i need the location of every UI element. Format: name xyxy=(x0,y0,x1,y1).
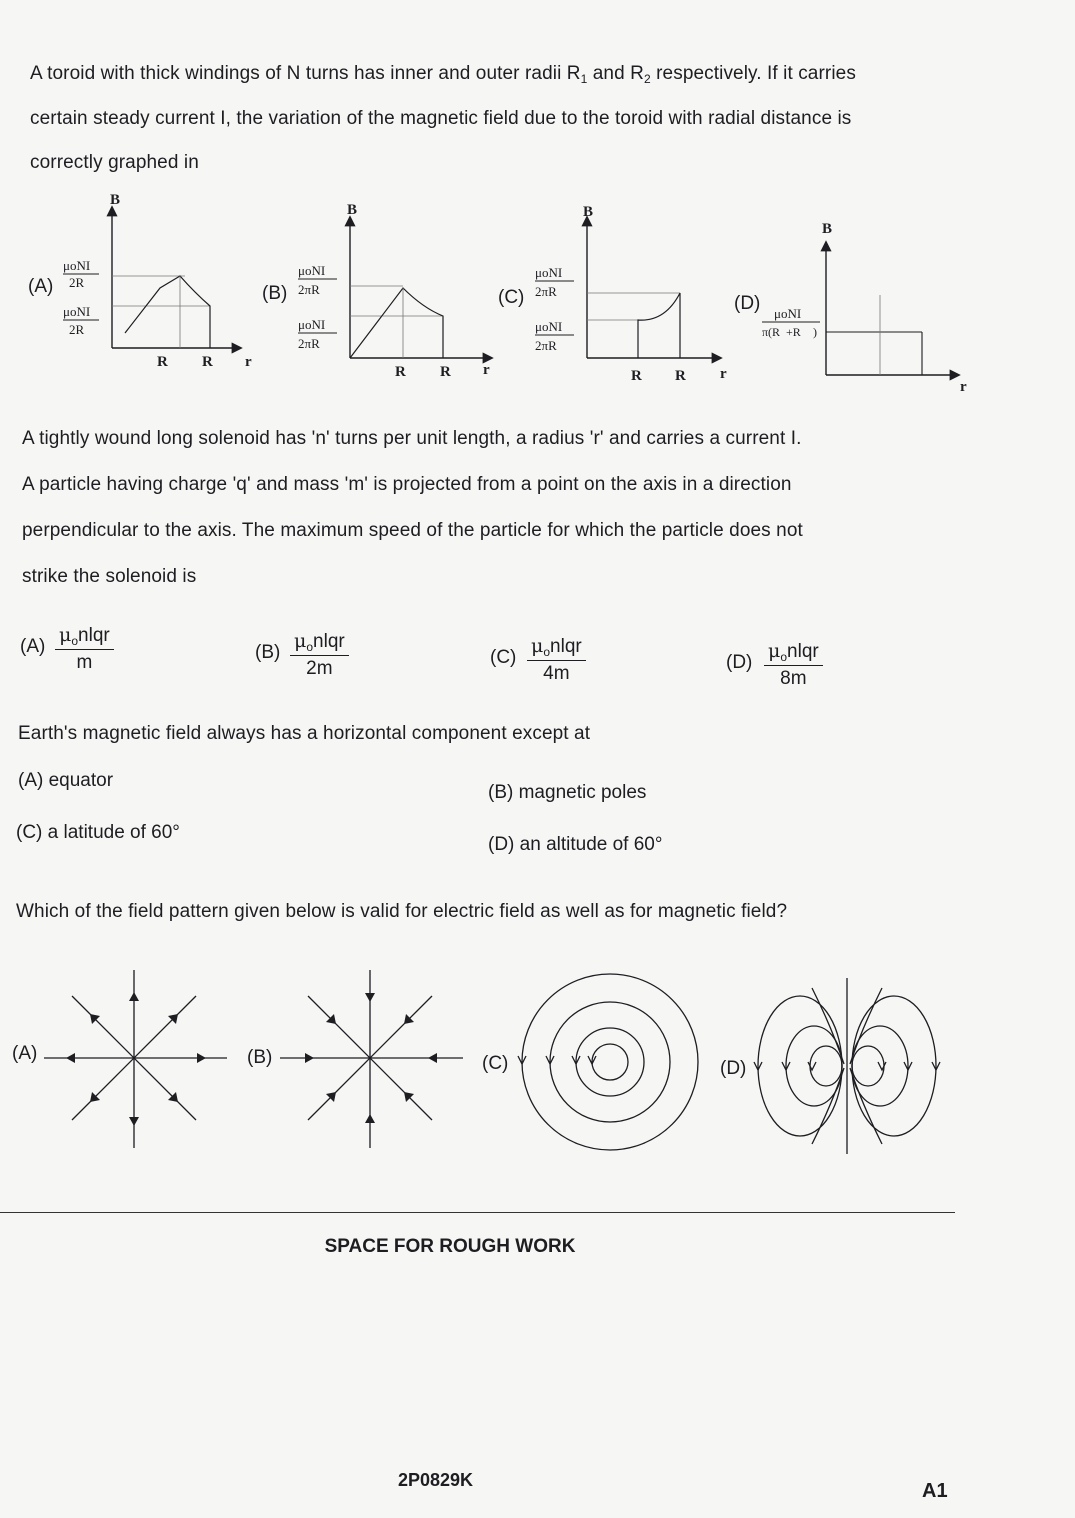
svg-text:2πR: 2πR xyxy=(535,284,557,299)
q2-option-d-label: (D) xyxy=(726,652,753,673)
svg-text:R: R xyxy=(675,368,686,384)
graph-a-r2-label: R xyxy=(202,354,213,370)
q3-option-a: (A) equator xyxy=(18,770,114,791)
q3-option-d: (D) an altitude of 60° xyxy=(488,834,663,855)
q3-option-c: (C) a latitude of 60° xyxy=(16,822,180,843)
q2-option-b-label: (B) xyxy=(255,642,281,663)
svg-text:r: r xyxy=(960,379,967,395)
svg-text:r: r xyxy=(720,366,727,382)
rough-work-heading: SPACE FOR ROUGH WORK xyxy=(324,1236,576,1257)
question-2-line-3: perpendicular to the axis. The maximum speed of the particle for which the particle does not xyxy=(22,520,803,541)
q4-option-a-label: (A) xyxy=(12,1043,38,1064)
page-number: A1 xyxy=(922,1480,948,1502)
q2-option-d-fraction: $\mu_onlqr$ 8m xyxy=(764,640,823,690)
question-1-line-3: correctly graphed in xyxy=(30,152,199,173)
section-divider xyxy=(0,1212,955,1213)
q2-option-a-fraction: $\mu_onlqr$ m xyxy=(55,624,114,674)
graph-a-r1-label: R xyxy=(157,354,168,370)
svg-text:R: R xyxy=(440,364,451,380)
question-3: Earth's magnetic field always has a horizontal component except at xyxy=(18,723,591,744)
svg-text:R: R xyxy=(631,368,642,384)
q2-option-a-label: (A) xyxy=(20,636,46,657)
question-1-line-1: A toroid with thick windings of N turns has inner and outer radii $R_1$ and $R_2$ respectively. If it carries xyxy=(30,63,856,86)
question-2-line-4: strike the solenoid is xyxy=(22,566,197,587)
graph-a-r-axis: r xyxy=(245,354,252,370)
q1-option-b-label: (B) xyxy=(262,283,288,304)
question-2 xyxy=(22,416,982,600)
svg-text:μoNI: μoNI xyxy=(774,306,802,321)
field-pattern-d xyxy=(752,968,952,1158)
q1-option-d-label: (D) xyxy=(734,293,761,314)
svg-text:μoNI: μoNI xyxy=(63,258,91,273)
svg-text:B: B xyxy=(583,204,594,220)
graph-b xyxy=(293,198,503,388)
svg-text:B: B xyxy=(347,202,358,218)
graph-c xyxy=(530,200,740,390)
q4-option-c-label: (C) xyxy=(482,1053,509,1074)
question-4: Which of the field pattern given below is valid for electric field as well as for magnetic field? xyxy=(16,901,788,922)
question-2-line-1: A tightly wound long solenoid has 'n' turns per unit length, a radius 'r' and carries a current I. xyxy=(22,428,802,449)
svg-text:μoNI: μoNI xyxy=(535,319,563,334)
svg-text:2πR: 2πR xyxy=(298,336,320,351)
svg-text:π(R: π(R xyxy=(762,325,781,339)
paper-code: 2P0829K xyxy=(398,1470,474,1490)
question-1 xyxy=(30,52,990,185)
graph-a-b-axis: B xyxy=(110,192,121,208)
question-1-line-2: certain steady current I, the variation of the magnetic field due to the toroid with radial distance is xyxy=(30,108,852,129)
q4-option-d-label: (D) xyxy=(720,1058,747,1079)
svg-text:μoNI: μoNI xyxy=(535,265,563,280)
svg-text:μoNI: μoNI xyxy=(298,317,326,332)
svg-text:μoNI: μoNI xyxy=(63,304,91,319)
svg-text:+R: +R xyxy=(786,325,801,339)
field-pattern-a xyxy=(42,962,242,1152)
svg-text:B: B xyxy=(822,221,833,237)
graph-a xyxy=(55,188,255,378)
q2-option-c-label: (C) xyxy=(490,647,517,668)
q2-option-c-fraction: $\mu_onlqr$ 4m xyxy=(527,635,586,685)
svg-text:r: r xyxy=(483,362,490,378)
svg-text:R: R xyxy=(395,364,406,380)
graph-d xyxy=(758,215,978,395)
q3-option-b: (B) magnetic poles xyxy=(488,782,647,803)
svg-text:2R: 2R xyxy=(69,275,85,290)
field-pattern-b xyxy=(278,962,478,1152)
q1-option-c-label: (C) xyxy=(498,287,525,308)
svg-text:2R: 2R xyxy=(69,322,85,337)
svg-text:2πR: 2πR xyxy=(298,282,320,297)
q4-option-b-label: (B) xyxy=(247,1047,273,1068)
svg-text:2πR: 2πR xyxy=(535,338,557,353)
svg-text:μoNI: μoNI xyxy=(298,263,326,278)
q2-option-b-fraction: $\mu_onlqr$ 2m xyxy=(290,630,349,680)
field-pattern-c xyxy=(510,972,720,1152)
svg-text:): ) xyxy=(813,325,817,339)
q1-option-a-label: (A) xyxy=(28,276,54,297)
question-2-line-2: A particle having charge 'q' and mass 'm' is projected from a point on the axis in a direction xyxy=(22,474,792,495)
